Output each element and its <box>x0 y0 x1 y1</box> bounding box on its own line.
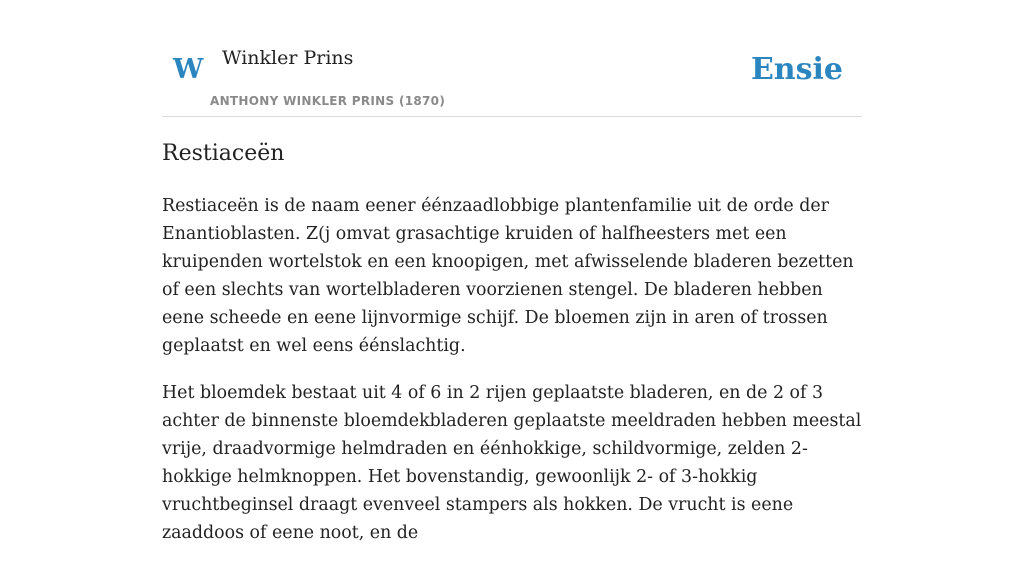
source-author: ANTHONY WINKLER PRINS (1870) <box>210 94 446 108</box>
article-body <box>162 192 862 566</box>
ensie-logo[interactable]: Ensie <box>750 52 843 87</box>
source-header <box>162 0 862 117</box>
article-paragraph: Restiaceën is de naam eener éénzaadlobbige plantenfamilie uit de orde der Enantioblasten. Z(j omvat grasachtige kruiden of halfheesters met een kruipenden wortelstok en een knoopigen, met afwisselende bladeren bezetten of een slechts van wortelbladeren voorzienen stengel. De bladeren hebben eene scheede en eene lijnvormige schijf. De bloemen zijn in aren of trossen geplaatst en wel eens éénslachtig. <box>162 196 854 356</box>
article-title: Restiaceën <box>162 141 285 166</box>
source-logo-icon[interactable]: W <box>173 54 204 85</box>
article-paragraph: Het bloemdek bestaat uit 4 of 6 in 2 rijen geplaatste bladeren, en de 2 of 3 achter de binnenste bloemdekbladeren geplaatste meeldraden hebben meestal vrije, draadvormige helmdraden en éénhokkige, schildvormige, zelden 2-hokkige helmknoppen. Het bovenstandig, gewoonlijk 2- of 3-hokkig vruchtbeginsel draagt evenveel stampers als hokken. De vrucht is eene zaaddoos of eene noot, en de <box>162 383 862 543</box>
source-title[interactable]: Winkler Prins <box>222 47 354 69</box>
content-container <box>162 0 862 543</box>
